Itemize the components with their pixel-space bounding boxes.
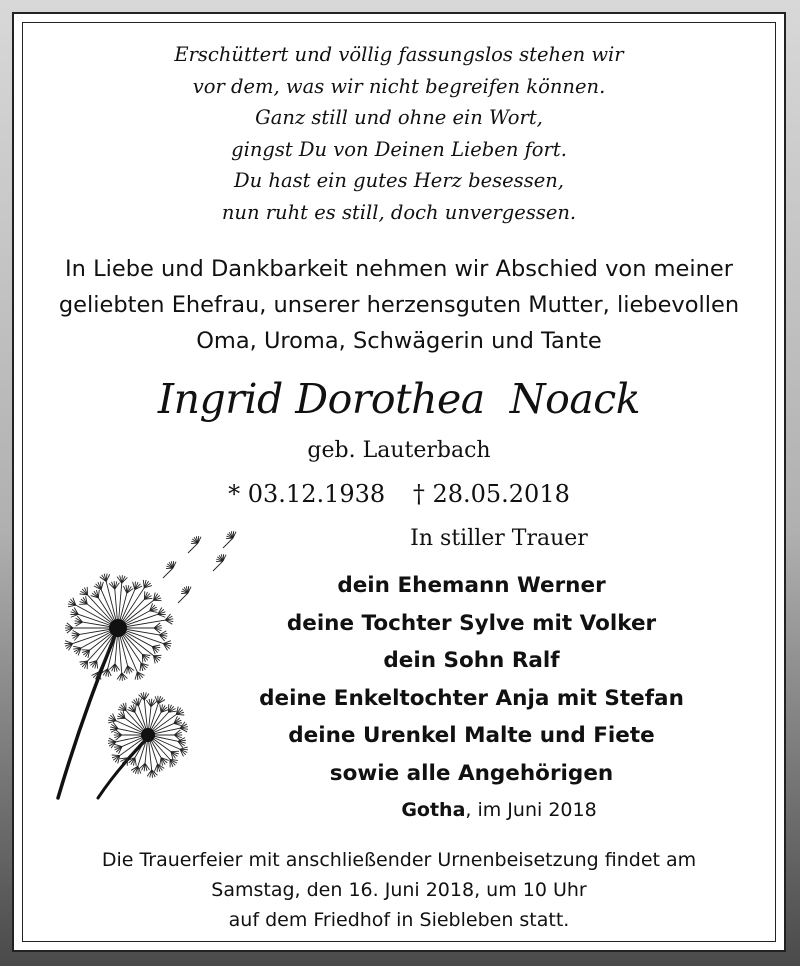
ceremony-line: Die Trauerfeier mit anschließender Urnenbeisetzung findet am <box>101 849 697 871</box>
poem <box>23 39 775 228</box>
mourning-heading: In stiller Trauer <box>410 526 588 551</box>
death-date: † 28.05.2018 <box>412 480 570 508</box>
ceremony-line: Samstag, den 16. Juni 2018, um 10 Uhr <box>211 879 587 901</box>
family-member: deine Enkeltochter Anja mit Stefan <box>259 685 684 711</box>
intro-line: In Liebe und Dankbarkeit nehmen wir Abschied von meiner <box>65 256 733 282</box>
poem-line: nun ruht es still, doch unvergessen. <box>221 200 577 224</box>
intro-line: Oma, Uroma, Schwägerin und Tante <box>196 328 602 354</box>
birth-name: geb. Lauterbach <box>307 438 491 463</box>
poem-line: Du hast ein gutes Herz besessen, <box>234 169 564 192</box>
ceremony-line: auf dem Friedhof in Siebleben statt. <box>228 909 570 931</box>
notice-inner-border <box>22 22 776 942</box>
place-city: Gotha <box>401 799 466 821</box>
notice-frame <box>12 12 786 952</box>
ceremony-info <box>23 845 775 935</box>
family-member: dein Sohn Ralf <box>383 648 560 673</box>
poem-line: vor dem, was wir nicht begreifen können. <box>192 74 606 98</box>
family-list <box>168 567 775 792</box>
deceased-name: Ingrid Dorothea Noack <box>157 375 641 423</box>
family-member: deine Tochter Sylve mit Volker <box>286 610 657 636</box>
place-date <box>223 799 775 821</box>
birth-date: * 03.12.1938 <box>228 480 386 508</box>
poem-line: Erschüttert und völlig fassungslos stehen wir <box>174 43 624 66</box>
life-dates <box>23 480 775 508</box>
poem-line: gingst Du von Deinen Lieben fort. <box>231 137 567 161</box>
intro-line: geliebten Ehefrau, unserer herzensguten Mutter, liebevollen <box>58 292 740 318</box>
poem-line: Ganz still und ohne ein Wort, <box>255 106 543 129</box>
family-member: deine Urenkel Malte und Fiete <box>288 723 655 748</box>
family-member: sowie alle Angehörigen <box>329 760 614 786</box>
family-member: dein Ehemann Werner <box>337 573 606 598</box>
intro-text <box>23 251 775 359</box>
place-month: , im Juni 2018 <box>465 799 597 821</box>
